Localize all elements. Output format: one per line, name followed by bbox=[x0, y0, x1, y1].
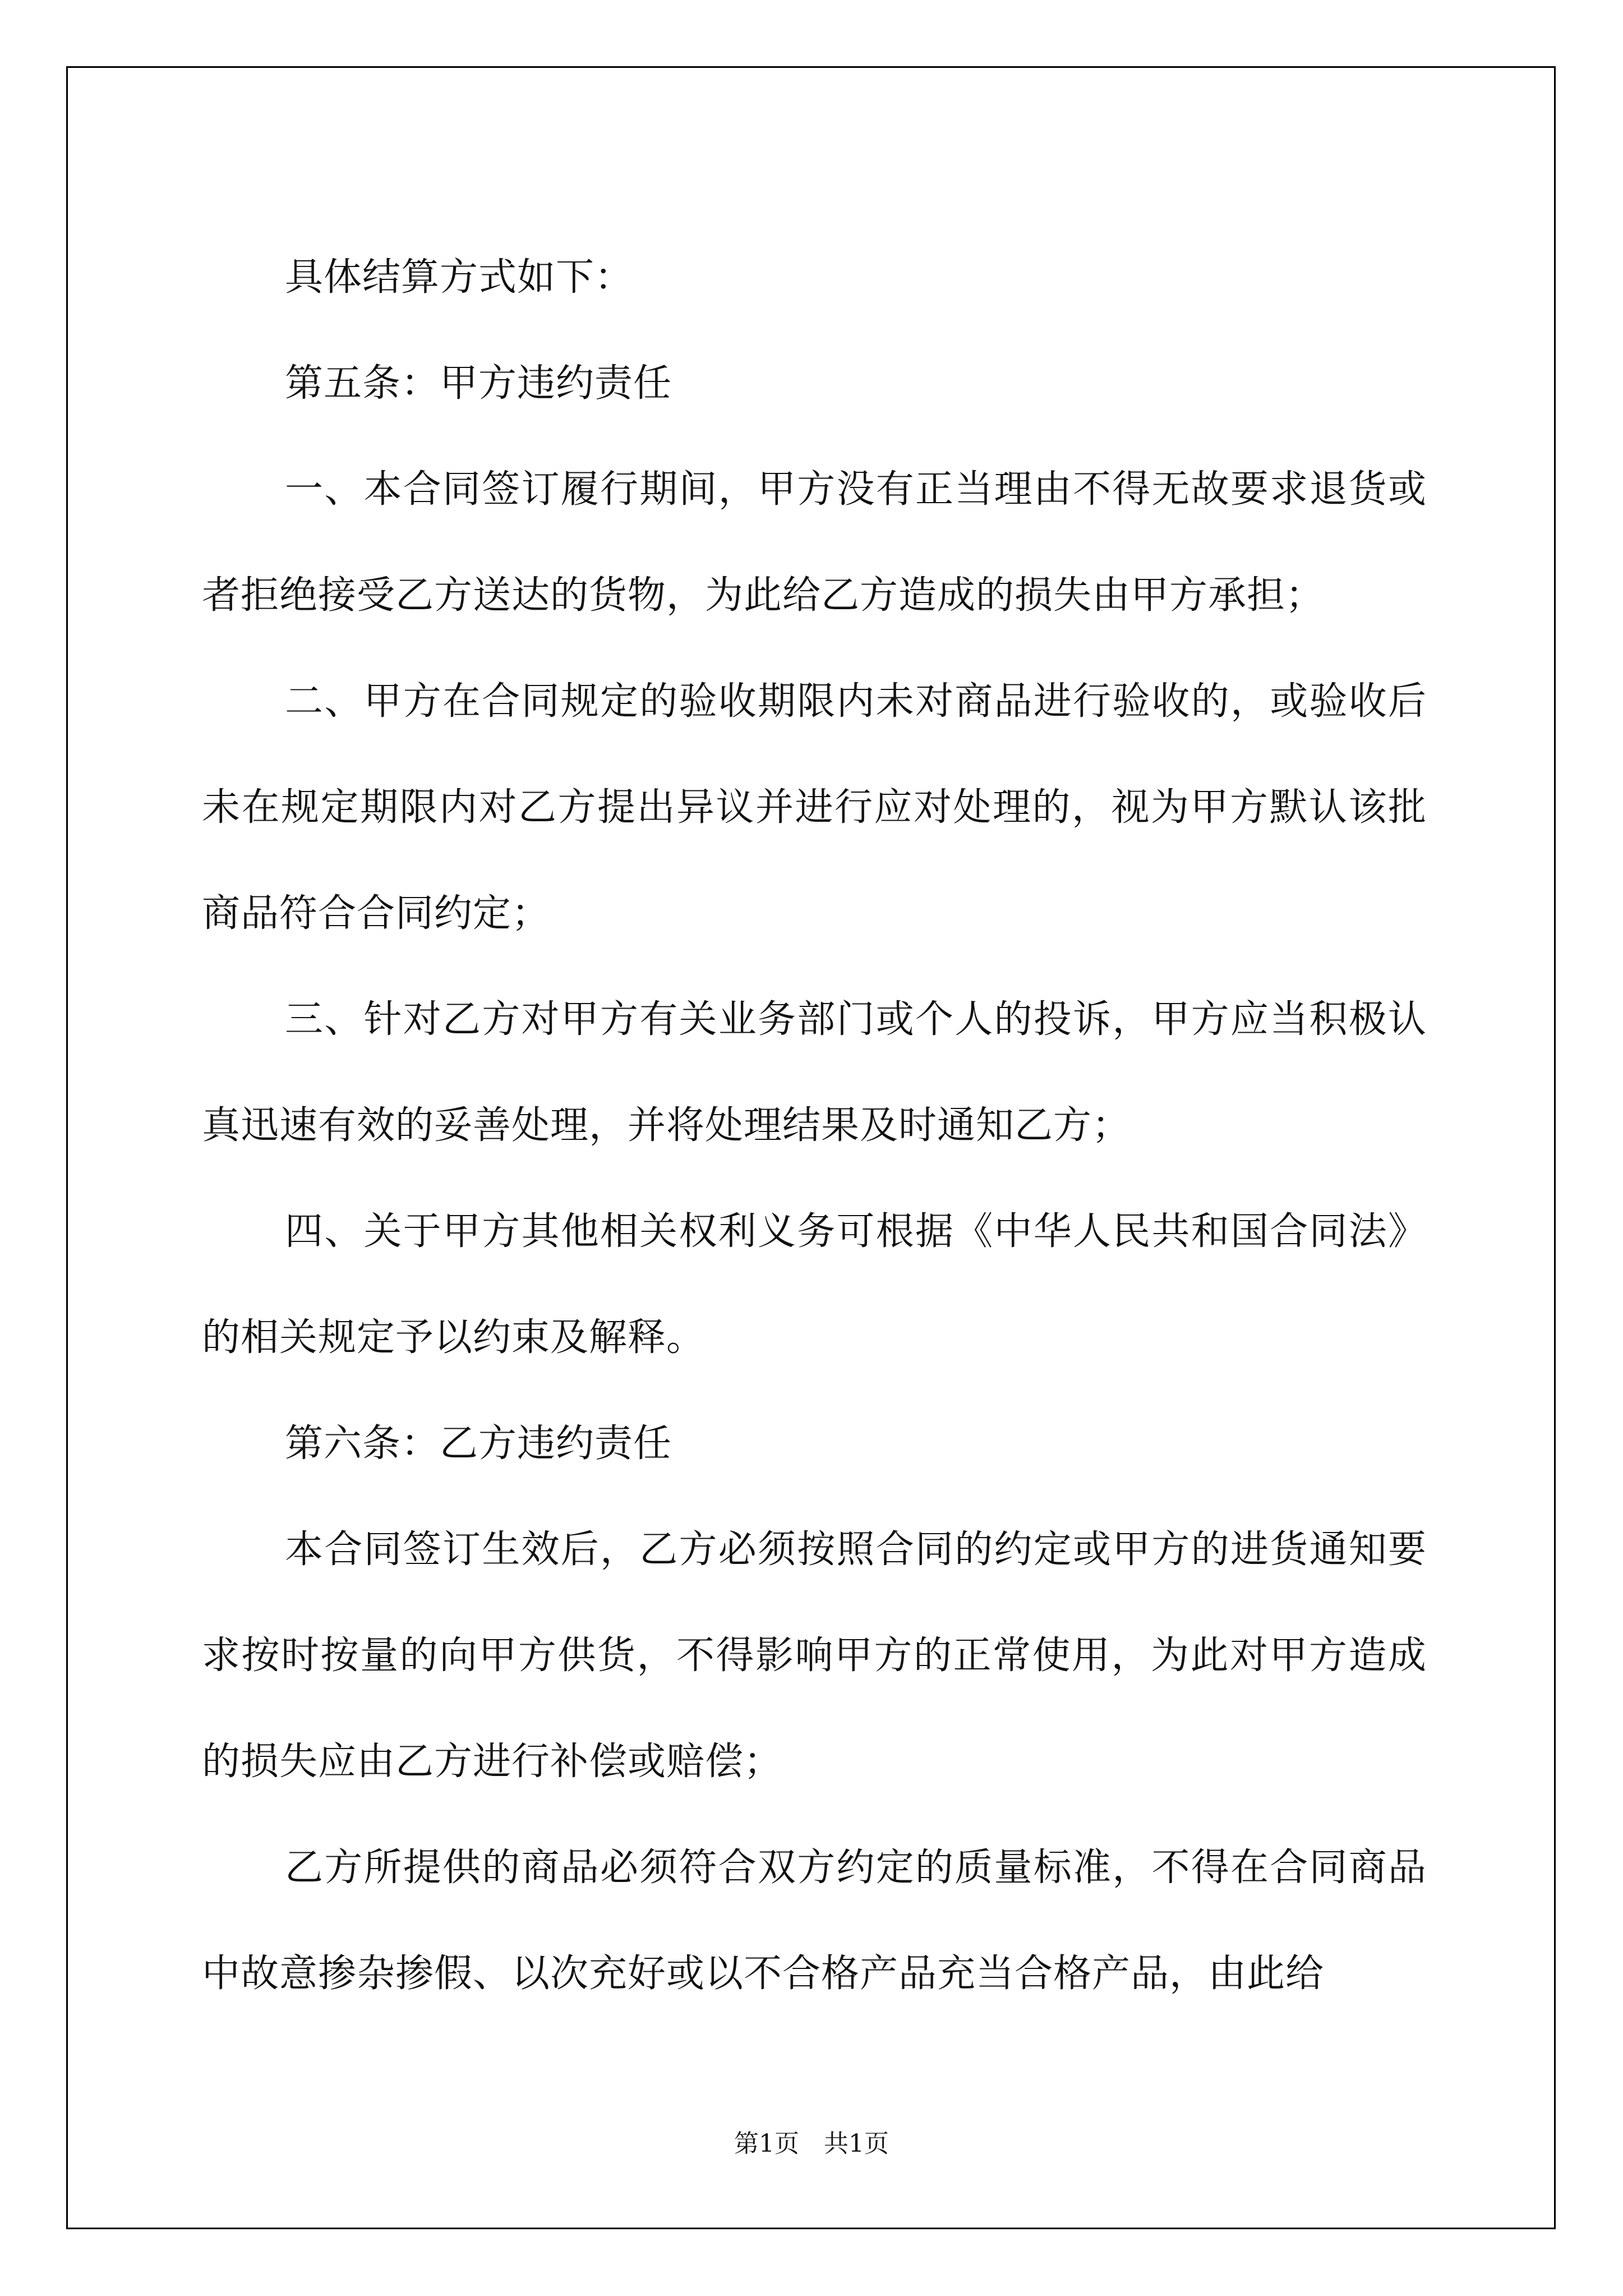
page-footer bbox=[0, 2123, 1623, 2159]
paragraph-article-5-item-4: 四、关于甲方其他相关权利义务可根据《中华人民共和国合同法》的相关规定予以约束及解释。 bbox=[202, 1209, 1427, 1360]
paragraph-article-6-quality: 乙方所提供的商品必须符合双方约定的质量标准，不得在合同商品中故意掺杂掺假、以次充好或以不合格产品充当合格产品，由此给 bbox=[202, 1846, 1427, 1996]
paragraph-article-5-item-3: 三、针对乙方对甲方有关业务部门或个人的投诉，甲方应当积极认真迅速有效的妥善处理，并将处理结果及时通知乙方； bbox=[202, 997, 1427, 1148]
heading-article-5: 第五条：甲方违约责任 bbox=[285, 361, 672, 406]
paragraph-article-5-item-1: 一、本合同签订履行期间，甲方没有正当理由不得无故要求退货或者拒绝接受乙方送达的货物，为此给乙方造成的损失由甲方承担； bbox=[202, 467, 1427, 618]
paragraph-article-6-supply: 本合同签订生效后，乙方必须按照合同的约定或甲方的进货通知要求按时按量的向甲方供货，不得影响甲方的正常使用，为此对甲方造成的损失应由乙方进行补偿或赔偿； bbox=[202, 1527, 1427, 1784]
page-total: 共1页 bbox=[824, 2129, 889, 2158]
heading-article-6: 第六条：乙方违约责任 bbox=[285, 1421, 672, 1466]
paragraph-article-5-item-2: 二、甲方在合同规定的验收期限内未对商品进行验收的，或验收后未在规定期限内对乙方提出异议并进行应对处理的，视为甲方默认该批商品符合合同约定； bbox=[202, 679, 1427, 936]
document-body bbox=[202, 224, 1427, 2027]
page-number: 第1页 bbox=[734, 2129, 799, 2158]
paragraph-settlement-method: 具体结算方式如下： bbox=[285, 255, 634, 300]
